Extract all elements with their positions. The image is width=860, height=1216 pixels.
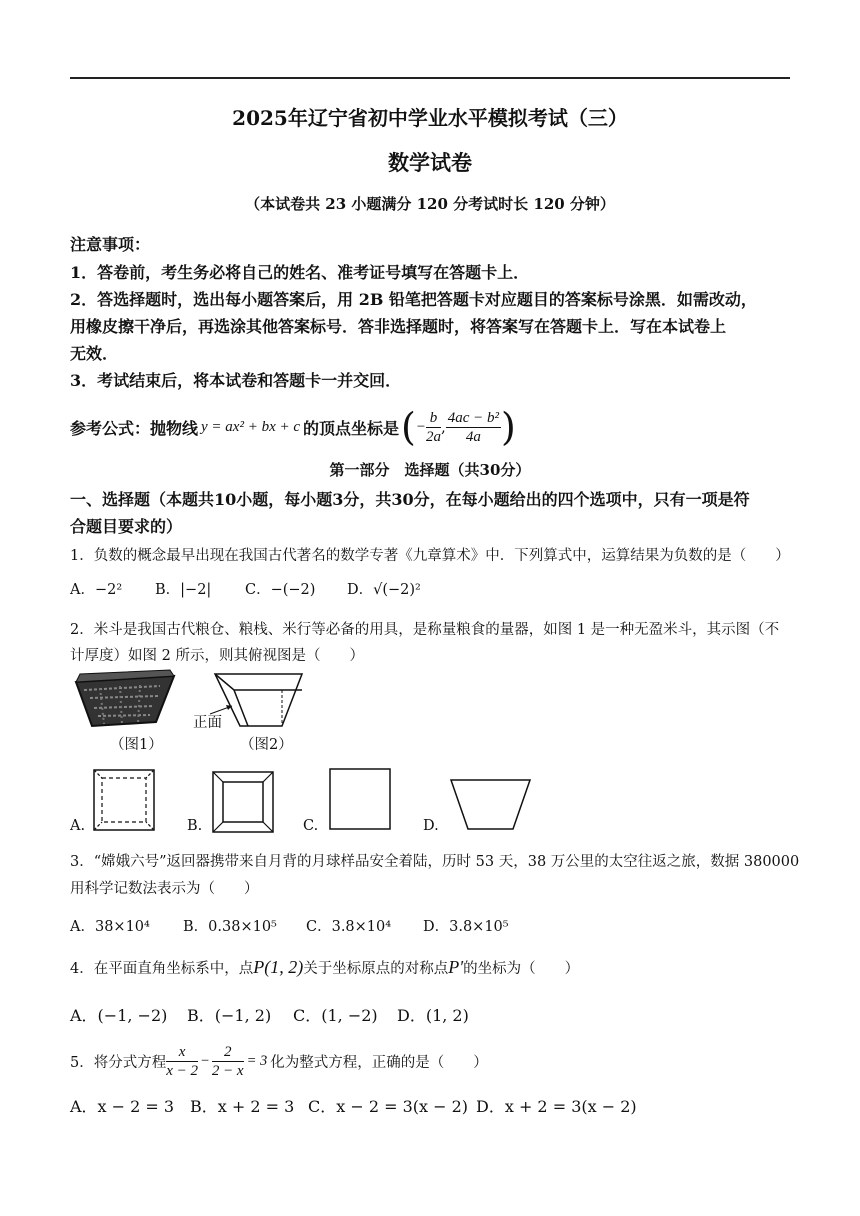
q4-point-prime: P′: [448, 957, 464, 977]
formula-prefix: 参考公式：抛物线: [70, 418, 199, 438]
q3-option-a: A．38×10⁴: [70, 919, 150, 935]
header-rule: [70, 77, 790, 79]
section-desc-2: 合题目要求的）: [70, 517, 183, 536]
q2-option-a-label: A.: [70, 818, 86, 834]
q4-option-b: B．(−1, 2): [187, 1006, 272, 1025]
q5-stem: 5．将分式方程 $\frac{x}{x - 2}$ − $\frac{2}{2 - x}$ = 3 化为整式方程，正确的是（ ）: [70, 1043, 488, 1079]
q5-fraction-2: $\frac{2}{2 - x}$: [211, 1043, 244, 1079]
reference-formula: 参考公式：抛物线 y = ax² + bx + c 的顶点坐标是 ( − $\frac{b}{2a}$ , $\frac{\text{4ac − b²}}{4a}$ ): [70, 405, 516, 449]
note-2c: 无效．: [70, 344, 119, 363]
q1-option-d: D．√(−2)²: [347, 582, 421, 598]
q2-option-b-label: B.: [187, 818, 203, 834]
q2-option-a-figure: [93, 769, 155, 831]
close-paren: ): [501, 405, 516, 449]
q2-option-c-figure: [329, 768, 391, 830]
front-label: 正面: [193, 715, 222, 731]
q5-option-b: B．x + 2 = 3: [190, 1097, 295, 1116]
q3-option-d: D．3.8×10⁵: [423, 919, 509, 935]
q2-option-d-label: D.: [423, 818, 439, 834]
notes-heading: 注意事项：: [70, 235, 151, 254]
q5-option-c: C．x − 2 = 3(x − 2): [308, 1097, 469, 1116]
q4-option-d: D．(1, 2): [397, 1006, 469, 1025]
q2-stem-2: 计厚度）如图 2 所示，则其俯视图是（ ）: [70, 648, 364, 664]
q2-option-b-figure: [212, 771, 274, 833]
note-3: 3．考试结束后，将本试卷和答题卡一并交回．: [70, 371, 402, 390]
q1-stem: 1．负数的概念最早出现在我国古代著名的数学专著《九章算术》中．下列算式中，运算结果为负数的是（ ）: [70, 548, 790, 564]
q1-option-b: B．|−2|: [155, 582, 212, 598]
q4-stem: 4．在平面直角坐标系中，点 P(1, 2) 关于坐标原点的对称点 P′ 的坐标为（ ）: [70, 957, 580, 977]
note-2a: 2．答选择题时，选出每小题答案后，用 2B 铅笔把答题卡对应题目的答案标号涂黑．如需改动，: [70, 290, 757, 309]
q3-option-c: C．3.8×10⁴: [306, 919, 392, 935]
fig1-rice-measure-photo: [70, 668, 180, 730]
q4-option-a: A．(−1, −2): [70, 1006, 168, 1025]
q3-stem-2: 用科学记数法表示为（ ）: [70, 881, 259, 897]
note-2b: 用橡皮擦干净后，再选涂其他答案标号．答非选择题时，将答案写在答题卡上．写在本试卷上: [70, 317, 727, 336]
subject-title: 数学试卷: [388, 150, 472, 175]
q5-option-d: D．x + 2 = 3(x − 2): [476, 1097, 637, 1116]
q3-stem-1: 3．“嫦娥六号”返回器携带来自月背的月球样品安全着陆，历时 53 天，38 万公里的太空往返之旅，数据 380000: [70, 854, 800, 870]
q4-option-c: C．(1, −2): [293, 1006, 378, 1025]
q1-option-a: A．−2²: [70, 582, 123, 598]
q2-stem-1: 2．米斗是我国古代粮仓、粮栈、米行等必备的用具，是称量粮食的量器，如图 1 是一种无盈米斗，其示图（不: [70, 622, 780, 638]
q1-option-c: C．−(−2): [245, 582, 316, 598]
section-desc-1: 一、选择题（本题共10小题，每小题3分，共30分，在每小题给出的四个选项中，只有一项是符: [70, 490, 750, 509]
q5-option-a: A．x − 2 = 3: [70, 1097, 175, 1116]
vertex-y-fraction: $\frac{\text{4ac − b²}}{4a}$: [447, 409, 500, 445]
exam-title: 2025年辽宁省初中学业水平模拟考试（三）: [232, 106, 628, 130]
fig2-caption: （图2）: [240, 737, 293, 753]
note-1: 1．答卷前，考生务必将自己的姓名、准考证号填写在答题卡上．: [70, 263, 530, 282]
q4-point: P(1, 2): [253, 957, 304, 977]
formula-mid: 的顶点坐标是: [303, 418, 400, 438]
q3-option-b: B．0.38×10⁵: [183, 919, 277, 935]
formula-equation: y = ax² + bx + c: [201, 418, 301, 435]
fig1-caption: （图1）: [110, 737, 163, 753]
q2-option-c-label: C.: [303, 818, 319, 834]
open-paren: (: [401, 405, 416, 449]
q2-option-d-figure: [450, 779, 532, 831]
part1-heading: 第一部分 选择题（共30分）: [329, 461, 531, 479]
exam-info: （本试卷共 23 小题满分 120 分考试时长 120 分钟）: [245, 195, 615, 213]
vertex-x-fraction: $\frac{b}{2a}$: [425, 409, 441, 445]
q5-fraction-1: $\frac{x}{x - 2}$: [166, 1043, 199, 1079]
